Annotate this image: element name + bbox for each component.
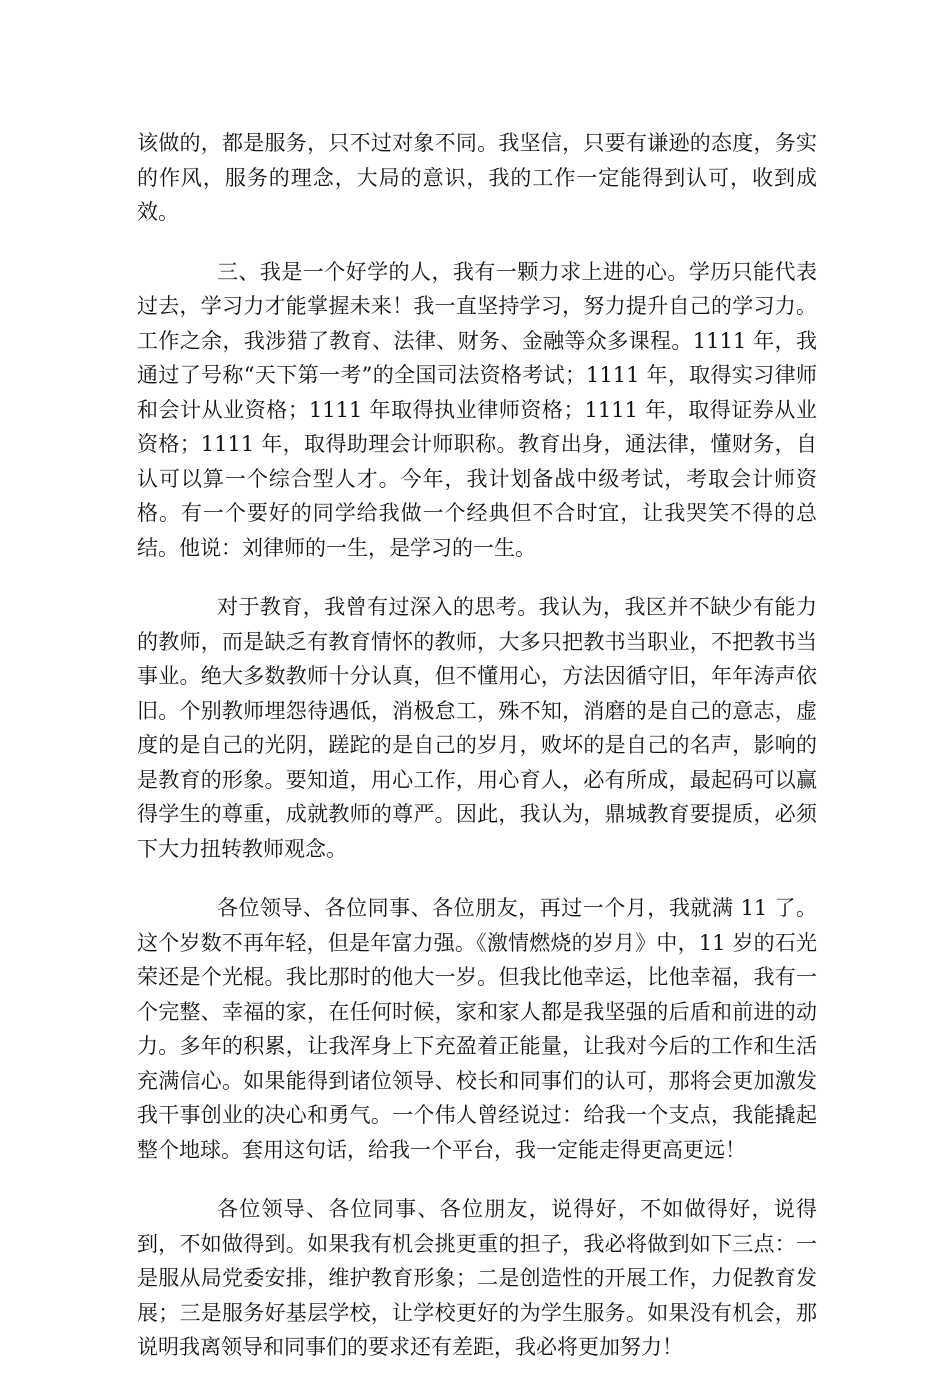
paragraph-continuation: 该做的，都是服务，只不过对象不同。我坚信，只要有谦逊的态度，务实的作风，服务的理念，大局的意识，我的工作一定能得到认可，收到成效。	[137, 131, 817, 224]
paragraph-commitment: 各位领导、各位同事、各位朋友，说得好，不如做得好，说得到，不如做得到。如果我有机会挑更重的担子，我必将做到如下三点：一是服从局党委安排，维护教育形象；二是创造性的开展工作，力促教育发展；三是服务好基层学校，让学校更好的为学生服务。如果没有机会，那说明我离领导和同事们的要求还有差距，我必将更加努力！	[137, 1197, 817, 1359]
paragraph-learning: 三、我是一个好学的人，我有一颗力求上进的心。学历只能代表过去，学习力才能掌握未来！我一直坚持学习，努力提升自己的学习力。工作之余，我涉猎了教育、法律、财务、金融等众多课程。1111 年，我通过了号称“天下第一考”的全国司法资格考试；1111 年，取得实习律师和会计从业资格；1111 年取得执业律师资格；1111 年，取得证券从业资格；1111 年，取得助理会计师职称。教育出身，通法律，懂财务，自认可以算一个综合型人才。今年，我计划备战中级考试，考取会计师资格。有一个要好的同学给我做一个经典但不合时宜，让我哭笑不得的总结。他说：刘律师的一生，是学习的一生。	[137, 259, 817, 560]
paragraph-education: 对于教育，我曾有过深入的思考。我认为，我区并不缺少有能力的教师，而是缺乏有教育情怀的教师，大多只把教书当职业，不把教书当事业。绝大多数教师十分认真，但不懂用心，方法因循守旧，年年涛声依旧。个别教师埋怨待遇低，消极怠工，殊不知，消磨的是自己的意志，虚度的是自己的光阴，蹉跎的是自己的岁月，败坏的是自己的名声，影响的是教育的形象。要知道，用心工作，用心育人，必有所成，最起码可以赢得学生的尊重，成就教师的尊严。因此，我认为，鼎城教育要提质，必须下大力扭转教师观念。	[137, 595, 817, 861]
paragraph-age: 各位领导、各位同事、各位朋友，再过一个月，我就满 11 了。这个岁数不再年轻，但是年富力强。《激情燃烧的岁月》中，11 岁的石光荣还是个光棍。我比那时的他大一岁。但我比他幸运，比他幸福，我有一个完整、幸福的家，在任何时候，家和家人都是我坚强的后盾和前进的动力。多年的积累，让我浑身上下充盈着正能量，让我对今后的工作和生活充满信心。如果能得到诸位领导、校长和同事们的认可，那将会更加激发我干事创业的决心和勇气。一个伟人曾经说过：给我一个支点，我能撬起整个地球。套用这句话，给我一个平台，我一定能走得更高更远！	[137, 896, 817, 1162]
document-body	[137, 126, 817, 1390]
